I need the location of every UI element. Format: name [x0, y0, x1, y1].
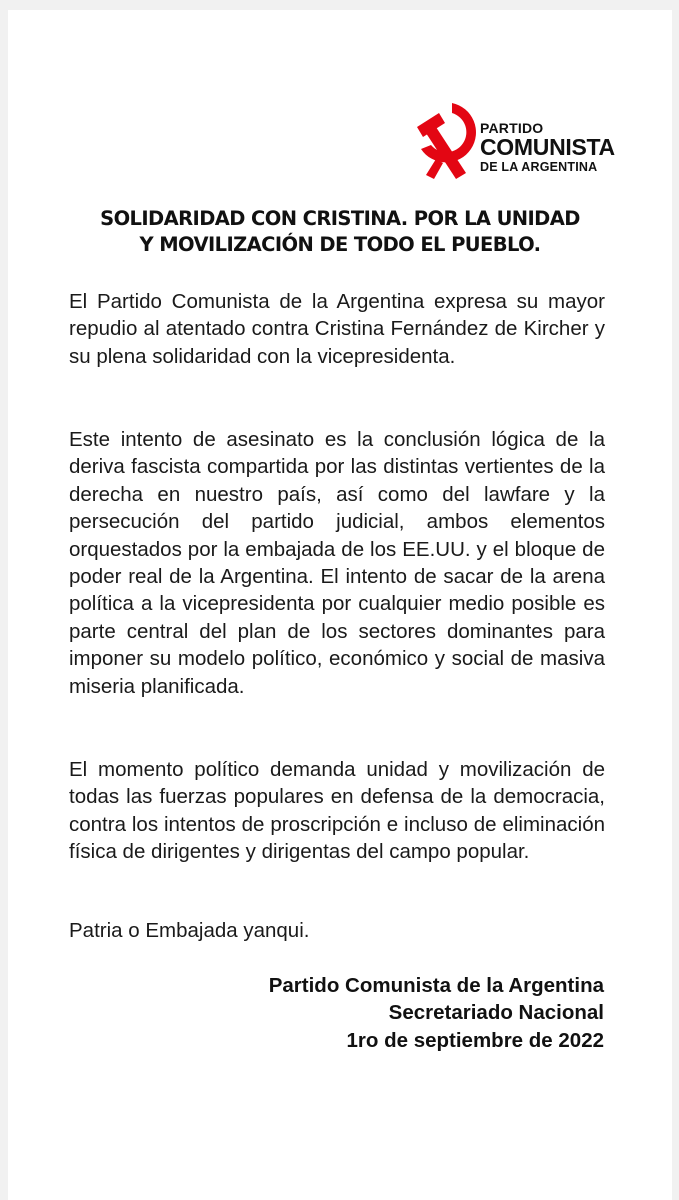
- paragraph-repudio: El Partido Comunista de la Argentina expresa su mayor repudio al atentado contra Cristina Fernández de Kircher y su plena solidaridad con la vicepresidenta.: [69, 290, 605, 368]
- signature-block: [269, 972, 604, 1054]
- headline-line-1: SOLIDARIDAD CON CRISTINA. POR LA UNIDAD: [100, 207, 580, 230]
- signature-date: 1ro de septiembre de 2022: [346, 1028, 604, 1052]
- paragraph-movilizacion: El momento político demanda unidad y movilización de todas las fuerzas populares en defensa de la democracia, contra los intentos de proscripción e incluso de eliminación física de dirigentes y dirigentas del campo popular.: [69, 758, 605, 864]
- party-logo: [414, 97, 614, 185]
- statement-headline: [40, 206, 640, 258]
- logo-line-comunista: COMUNISTA: [480, 134, 615, 160]
- headline-line-2: Y MOVILIZACIÓN DE TODO EL PUEBLO.: [139, 233, 541, 256]
- signature-party: Partido Comunista de la Argentina: [268, 974, 604, 997]
- logo-line-argentina: DE LA ARGENTINA: [480, 160, 598, 174]
- logo-line-partido: PARTIDO: [480, 120, 544, 136]
- signature-body: Secretariado Nacional: [388, 1001, 604, 1025]
- logo-wordmark: [480, 121, 615, 174]
- paragraph-consigna: Patria o Embajada yanqui.: [69, 919, 310, 942]
- paragraph-analisis: Este intento de asesinato es la conclusión lógica de la deriva fascista compartida por las distintas vertientes de la derecha en nuestro país, así como del lawfare y la persecución del partido judicial, ambos elementos orquestados por la embajada de los EE.UU. y el bloque de poder real de la Argentina. El intento de sacar de la arena política a la vicepresidenta por cualquier medio posible es parte central del plan de los sectores dominantes para imponer su modelo político, económico y social de masiva miseria planificada.: [69, 428, 605, 698]
- hammer-and-sickle-icon: [414, 97, 478, 185]
